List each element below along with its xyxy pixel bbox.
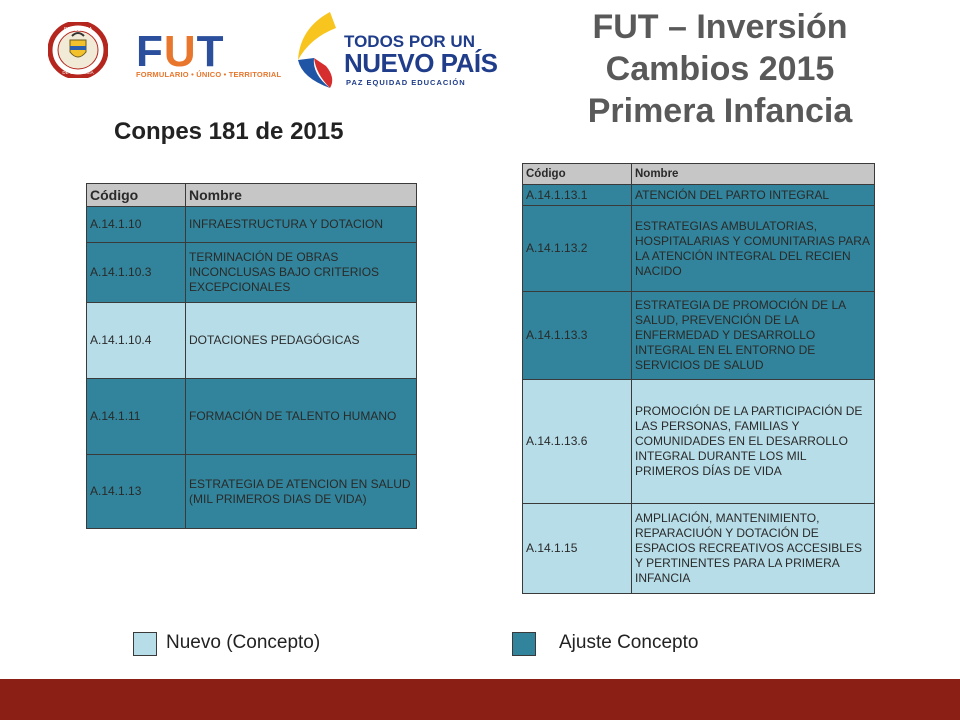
row-code: A.14.1.13.2 bbox=[523, 206, 632, 292]
table-row bbox=[87, 207, 417, 243]
conpes-title: Conpes 181 de 2015 bbox=[114, 118, 344, 145]
row-name: AMPLIACIÓN, MANTENIMIENTO, REPARACIUÓN Y DOTACIÓN DE ESPACIOS RECREATIVOS ACCESIBLES Y PERTINENTES PARA LA PRIMERA INFANCIA bbox=[632, 504, 875, 594]
row-code: A.14.1.13 bbox=[87, 455, 186, 529]
table-row bbox=[523, 206, 875, 292]
row-code: A.14.1.10.3 bbox=[87, 243, 186, 303]
row-code: A.14.1.10.4 bbox=[87, 303, 186, 379]
table-row bbox=[87, 379, 417, 455]
header-nombre: Nombre bbox=[632, 164, 875, 185]
table-row bbox=[87, 303, 417, 379]
table-row bbox=[523, 185, 875, 206]
gov-line2: NUEVO PAÍS bbox=[344, 48, 498, 78]
row-name: TERMINACIÓN DE OBRAS INCONCLUSAS BAJO CRITERIOS EXCEPCIONALES bbox=[186, 243, 417, 303]
fut-logo bbox=[136, 27, 282, 84]
row-name: ESTRATEGIA DE PROMOCIÓN DE LA SALUD, PREVENCIÓN DE LA ENFERMEDAD Y DESARROLLO INTEGRAL EN EL ENTORNO DE SERVICIOS DE SALUD bbox=[632, 292, 875, 380]
legend-ajuste-swatch bbox=[512, 632, 536, 656]
header-codigo: Código bbox=[87, 184, 186, 207]
row-name: FORMACIÓN DE TALENTO HUMANO bbox=[186, 379, 417, 455]
fut-wordmark: FUT bbox=[136, 27, 225, 76]
seal-bottom-text: DE COLOMBIA bbox=[62, 70, 94, 75]
row-code: A.14.1.11 bbox=[87, 379, 186, 455]
row-name: DOTACIONES PEDAGÓGICAS bbox=[186, 303, 417, 379]
colombia-seal-logo bbox=[48, 22, 108, 78]
row-name: ATENCIÓN DEL PARTO INTEGRAL bbox=[632, 185, 875, 206]
row-name: ESTRATEGIAS AMBULATORIAS, HOSPITALARIAS Y COMUNITARIAS PARA LA ATENCIÓN INTEGRAL DEL RECIEN NACIDO bbox=[632, 206, 875, 292]
header-nombre: Nombre bbox=[186, 184, 417, 207]
gov-line1: TODOS POR UN bbox=[344, 32, 475, 51]
title-line-2: Cambios 2015 bbox=[605, 50, 835, 88]
row-code: A.14.1.13.3 bbox=[523, 292, 632, 380]
legend-nuevo-swatch bbox=[133, 632, 157, 656]
bottom-bar bbox=[0, 679, 960, 720]
title-line-3: Primera Infancia bbox=[587, 92, 853, 130]
table-row bbox=[87, 455, 417, 529]
title-line-1: FUT – Inversión bbox=[592, 8, 848, 46]
row-code: A.14.1.15 bbox=[523, 504, 632, 594]
fut-subtitle: FORMULARIO • ÚNICO • TERRITORIAL bbox=[136, 70, 282, 79]
legend-ajuste-label: Ajuste Concepto bbox=[559, 632, 699, 653]
row-code: A.14.1.13.6 bbox=[523, 380, 632, 504]
table-row bbox=[523, 380, 875, 504]
header-codigo: Código bbox=[523, 164, 632, 185]
legend-nuevo-label: Nuevo (Concepto) bbox=[166, 632, 321, 653]
row-code: A.14.1.10 bbox=[87, 207, 186, 243]
gov-logo bbox=[290, 8, 498, 92]
page-title bbox=[560, 6, 880, 132]
row-name: PROMOCIÓN DE LA PARTICIPACIÓN DE LAS PERSONAS, FAMILIAS Y COMUNIDADES EN EL DESARROLLO INTEGRAL DURANTE LOS MIL PRIMEROS DÍAS DE VIDA bbox=[632, 380, 875, 504]
table-header-row bbox=[87, 184, 417, 207]
row-name: ESTRATEGIA DE ATENCION EN SALUD (MIL PRIMEROS DIAS DE VIDA) bbox=[186, 455, 417, 529]
conpes-table bbox=[86, 183, 417, 529]
row-name: INFRAESTRUCTURA Y DOTACION bbox=[186, 207, 417, 243]
primera-infancia-table bbox=[522, 163, 875, 594]
row-code: A.14.1.13.1 bbox=[523, 185, 632, 206]
seal-top-text: REPÚBLICA bbox=[63, 27, 93, 33]
gov-logo-mark bbox=[290, 8, 350, 92]
table-header-row bbox=[523, 164, 875, 185]
table-row bbox=[87, 243, 417, 303]
table-row bbox=[523, 292, 875, 380]
gov-tagline: PAZ EQUIDAD EDUCACIÓN bbox=[346, 78, 466, 87]
table-row bbox=[523, 504, 875, 594]
